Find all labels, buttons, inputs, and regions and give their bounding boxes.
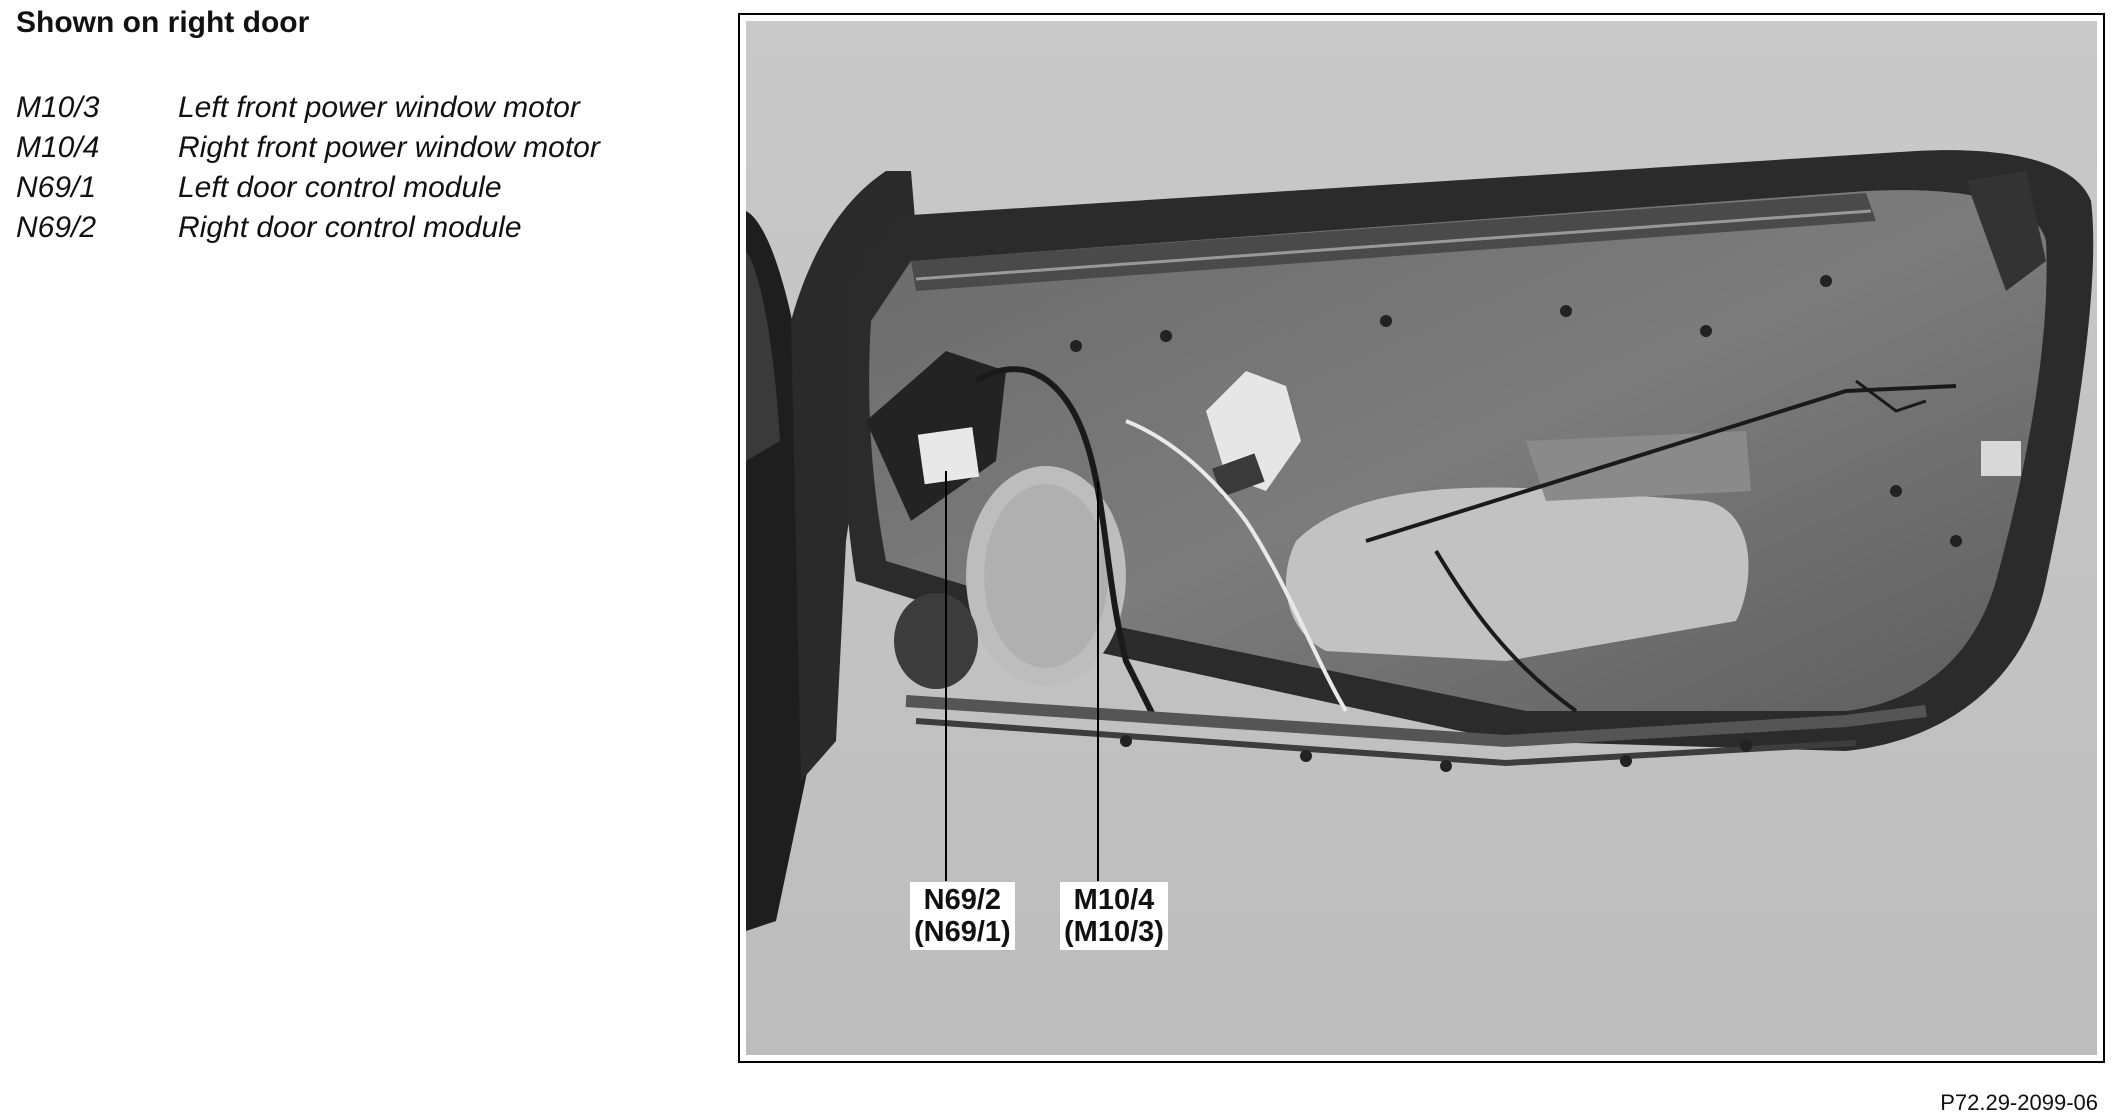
legend-code: M10/4: [16, 131, 100, 164]
legend-item: [16, 128, 716, 168]
legend-item: [16, 208, 716, 248]
legend-list: [16, 88, 716, 248]
callout-secondary: (M10/3): [1064, 916, 1164, 948]
callout-primary: M10/4: [1073, 884, 1155, 916]
figure-frame: [738, 13, 2105, 1063]
legend-description: Right front power window motor: [178, 131, 600, 164]
page-heading: Shown on right door: [16, 6, 310, 39]
legend-code: M10/3: [16, 91, 100, 124]
callout-n69: [910, 882, 1015, 950]
legend-item: [16, 88, 716, 128]
callout-secondary: (N69/1): [914, 916, 1011, 948]
legend-description: Left door control module: [178, 171, 502, 204]
figure-reference: P72.29-2099-06: [1940, 1090, 2098, 1115]
callout-primary: N69/2: [923, 884, 1002, 916]
legend-item: [16, 168, 716, 208]
legend-description: Left front power window motor: [178, 91, 580, 124]
callout-m10: [1060, 882, 1168, 950]
legend-code: N69/2: [16, 211, 97, 244]
legend-code: N69/1: [16, 171, 97, 204]
legend-description: Right door control module: [178, 211, 522, 244]
